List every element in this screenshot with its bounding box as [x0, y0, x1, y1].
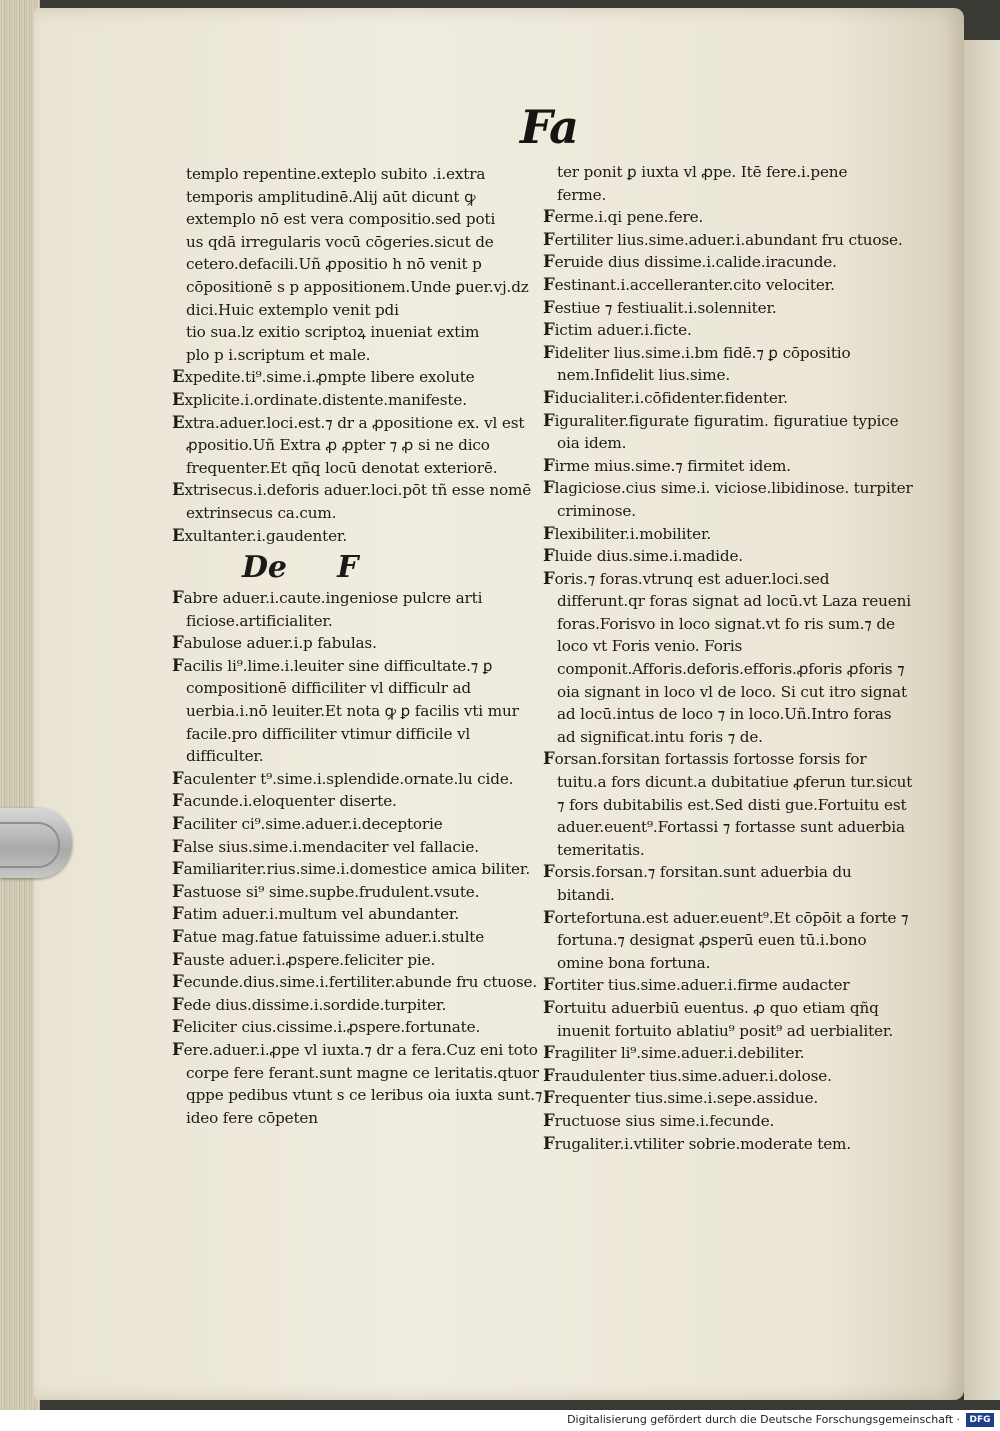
entry-initial: F [543, 997, 555, 1017]
text-line: templo repentine.exteplo subito .i.extra [186, 165, 486, 183]
entry-text: xtrisecus.i.deforis aduer.loci.pōt tñ esse nomē extrinsecus ca.cum. [184, 481, 532, 522]
right-column [543, 161, 913, 1155]
dictionary-entry [543, 523, 913, 546]
entry-initial: F [172, 655, 184, 675]
dictionary-entry [172, 1039, 544, 1129]
dictionary-entry [172, 479, 544, 524]
entry-initial: F [172, 927, 184, 946]
dictionary-entry [172, 881, 544, 904]
entry-text: irme mius.sime.⁊ firmitet idem. [554, 456, 791, 475]
entry-text: xpedite.ti⁹.sime.i.ꝓmpte libere exolute [184, 368, 475, 387]
entry-text: oris.⁊ foras.vtrunq est aduer.loci.sed differunt.qr foras signat ad locū.vt Laza reueni foras.Forisvo in loco signat.vt fo ris sum.⁊ de loco vt Foris venio. Foris componit.Afforis.deforis.efforis.ꝓforis ꝓforis ⁊ oia signant in loco vl de loco. Si cut itro signat ad locū.intus de loco ⁊ in loco.Uñ.Intro foras ad significat.intu foris ⁊ de. [554, 569, 911, 746]
dictionary-entry [172, 655, 544, 768]
entry-initial: F [543, 975, 555, 995]
text-line: ferme. [557, 185, 607, 204]
footer-credit: Digitalisierung gefördert durch die Deutsche Forschungsgemeinschaft · [567, 1413, 960, 1426]
section-heading: De F [242, 550, 359, 586]
entry-text: eruide dius dissime.i.calide.iracunde. [554, 253, 837, 272]
entry-text: ecunde.dius.sime.i.fertiliter.abunde fru ctuose. [183, 973, 538, 992]
entry-text: estinant.i.accelleranter.cito velociter. [554, 275, 835, 294]
dictionary-entry [543, 297, 913, 320]
entry-initial: F [172, 814, 184, 834]
right-entries-f [543, 206, 913, 1155]
entry-text: alse sius.sime.i.mendaciter vel fallacie. [183, 837, 479, 856]
entry-initial: F [543, 1110, 555, 1130]
next-page-edge [964, 40, 1000, 1400]
dictionary-entry [543, 229, 913, 252]
dictionary-entry [543, 1065, 913, 1088]
dictionary-entry [543, 206, 913, 229]
text-line: cetero.defacili.Uñ ꝓpositio h nō venit p [186, 255, 482, 274]
entry-initial: F [543, 229, 555, 249]
dictionary-entry [172, 632, 544, 655]
dictionary-entry [172, 587, 544, 632]
dictionary-entry [172, 994, 544, 1017]
entry-initial: F [543, 252, 555, 272]
text-line: ter ponit ꝑ iuxta vl ꝓpe. Itē fere.i.pene [557, 163, 848, 181]
entry-text: ede dius.dissime.i.sordide.turpiter. [183, 995, 447, 1014]
dictionary-entry [543, 997, 913, 1042]
entry-text: atim aduer.i.multum vel abundanter. [183, 905, 460, 924]
entry-initial: F [172, 791, 184, 811]
dictionary-entry [172, 525, 544, 548]
entry-initial: F [172, 881, 184, 901]
entry-text: estiue ⁊ festiualit.i.solenniter. [554, 298, 777, 317]
entry-initial: F [172, 836, 184, 856]
entry-text: rugaliter.i.vtiliter sobrie.moderate tem. [554, 1134, 851, 1153]
dictionary-entry [543, 410, 913, 455]
entry-text: lexibiliter.i.mobiliter. [554, 524, 712, 543]
entry-text: orsis.forsan.⁊ forsitan.sunt aduerbia du bitandi. [554, 863, 852, 904]
entry-initial: F [543, 749, 555, 769]
entry-text: aciliter ci⁹.sime.aduer.i.deceptorie [183, 815, 443, 834]
entry-initial: F [543, 523, 555, 543]
entry-initial: F [543, 568, 555, 588]
entry-text: ortefortuna.est aduer.euent⁹.Et cōpōit a forte ⁊ fortuna.⁊ designat ꝓsperū euen tū.i.bono omine bona fortuna. [554, 908, 909, 972]
entry-text: iducialiter.i.cōfidenter.fidenter. [554, 388, 788, 407]
entry-initial: F [172, 588, 184, 608]
entry-text: acunde.i.eloquenter diserte. [183, 792, 397, 811]
text-line: tio sua.lz exitio scriptoꝝ inueniat extim [186, 323, 480, 342]
dictionary-entry [172, 1016, 544, 1039]
entry-initial: F [543, 297, 555, 317]
entry-text: lagiciose.cius sime.i. viciose.libidinose. turpiter criminose. [554, 479, 913, 520]
dictionary-entry [543, 319, 913, 342]
entry-initial: F [543, 862, 555, 882]
dictionary-entry [543, 342, 913, 387]
entry-text: ertiliter lius.sime.aduer.i.abundant fru ctuose. [554, 230, 903, 249]
entry-initial: F [543, 207, 555, 227]
dictionary-entry [543, 251, 913, 274]
entry-initial: E [172, 389, 185, 409]
dictionary-entry [172, 926, 544, 949]
dictionary-entry [172, 971, 544, 994]
text-line: temporis amplitudinē.Alij aūt dicunt ꝙ [186, 187, 476, 206]
entry-text: orsan.forsitan fortassis fortosse forsis for tuitu.a fors dicunt.a dubitatiue ꝓferun tur.sicut ⁊ fors dubitabilis est.Sed disti gue.Fortuitu est aduer.euent⁹.Fortassi ⁊ fortasse sunt aduerbia temeritatis. [554, 750, 913, 859]
entry-text: amiliariter.rius.sime.i.domestice amica biliter. [183, 860, 530, 879]
dictionary-entry [543, 974, 913, 997]
dictionary-entry [172, 768, 544, 791]
entry-initial: F [543, 455, 555, 475]
entry-text: xultanter.i.gaudenter. [184, 526, 348, 545]
left-column [172, 163, 544, 1129]
entry-text: atue mag.fatue fatuissime aduer.i.stulte [183, 928, 485, 946]
entry-text: ideliter lius.sime.i.bm fidē.⁊ ꝑ cōpositio nem.Infidelit lius.sime. [554, 343, 851, 385]
entry-text: auste aduer.i.ꝓspere.feliciter pie. [183, 950, 436, 969]
dictionary-entry [172, 366, 544, 389]
entry-text: erme.i.qi pene.fere. [554, 208, 704, 227]
entry-text: aculenter t⁹.sime.i.splendide.ornate.lu cide. [183, 769, 514, 788]
entry-initial: F [172, 1039, 184, 1059]
dictionary-entry [543, 1110, 913, 1133]
entry-initial: F [543, 320, 555, 340]
entry-text: requenter tius.sime.i.sepe.assidue. [554, 1089, 819, 1108]
entry-text: abulose aduer.i.p fabulas. [183, 634, 377, 653]
entry-initial: F [543, 1133, 555, 1153]
entry-initial: E [172, 367, 185, 387]
entry-initial: F [543, 546, 555, 566]
dictionary-entry [172, 389, 544, 412]
entry-initial: F [543, 478, 555, 498]
dictionary-entry [172, 836, 544, 859]
dictionary-entry [543, 568, 913, 749]
dictionary-entry [543, 387, 913, 410]
entry-text: ere.aduer.i.ꝓpe vl iuxta.⁊ dr a fera.Cuz eni toto corpe fere ferant.sunt magne ce leritatis.qtuor qppe pedibus vtunt s ce leribus oia iuxta sunt.⁊ ideo fere cōpeten [183, 1040, 543, 1127]
dictionary-entry [172, 949, 544, 972]
entry-text: ortiter tius.sime.aduer.i.firme audacter [554, 976, 850, 995]
entry-initial: F [172, 1017, 184, 1037]
dictionary-entry [543, 1133, 913, 1156]
dictionary-entry [543, 1042, 913, 1065]
entry-text: acilis li⁹.lime.i.leuiter sine difficultate.⁊ ꝑ compositionē difficiliter vl difficulr ad uerbia.i.nō leuiter.Et nota ꝙ ꝑ facilis vti mur facile.pro difficiliter vtimur difficile vl difficulter. [183, 656, 519, 766]
entry-initial: F [543, 342, 555, 362]
footer-bar [0, 1410, 1000, 1431]
text-line: us qdā irregularis vocū cōgeries.sicut de [186, 232, 494, 251]
dictionary-entry [543, 455, 913, 478]
entry-text: ictim aduer.i.ficte. [554, 321, 692, 340]
entry-text: ragiliter li⁹.sime.aduer.i.debiliter. [554, 1044, 805, 1063]
dictionary-entry [172, 790, 544, 813]
dictionary-entry [543, 907, 913, 975]
entry-initial: F [172, 904, 184, 924]
entry-initial: F [172, 859, 184, 879]
entry-initial: F [172, 633, 184, 653]
entry-initial: F [172, 994, 184, 1014]
entry-text: luide dius.sime.i.madide. [554, 547, 743, 566]
dictionary-entry [172, 903, 544, 926]
dictionary-entry [172, 412, 544, 480]
text-line: cōpositionē s p appositionem.Unde ꝑuer.vj.dz dici.Huic extemplo venit pdi [186, 277, 529, 319]
left-entries-e [172, 366, 544, 547]
entry-initial: F [543, 1088, 555, 1108]
page-clip-wire [0, 822, 60, 868]
left-column-lines [172, 163, 544, 366]
entry-initial: F [543, 387, 555, 407]
entry-text: xplicite.i.ordinate.distente.manifeste. [184, 390, 467, 409]
entry-initial: F [172, 949, 184, 969]
entry-initial: E [172, 525, 185, 545]
entry-initial: F [543, 410, 555, 430]
dictionary-entry [172, 813, 544, 836]
entry-initial: F [543, 1043, 555, 1063]
dictionary-entry [543, 1087, 913, 1110]
text-line: plo p i.scriptum et male. [186, 345, 371, 364]
entry-text: iguraliter.figurate figuratim. figuratiue typice oia idem. [554, 411, 899, 453]
entry-initial: F [543, 274, 555, 294]
text-line: extemplo nō est vera compositio.sed poti [186, 210, 496, 229]
dfg-logo: DFG [966, 1413, 994, 1427]
right-column-lines [543, 161, 913, 206]
entry-text: astuose si⁹ sime.supbe.frudulent.vsute. [183, 882, 480, 901]
dictionary-entry [172, 858, 544, 881]
dictionary-entry [543, 861, 913, 906]
entry-initial: E [172, 412, 185, 432]
entry-initial: F [172, 768, 184, 788]
dictionary-entry [543, 545, 913, 568]
entry-text: raudulenter tius.sime.aduer.i.dolose. [554, 1066, 832, 1085]
entry-initial: F [543, 1065, 555, 1085]
entry-initial: F [543, 907, 555, 927]
dictionary-entry [543, 274, 913, 297]
page-header: Fa [520, 100, 578, 154]
entry-text: abre aduer.i.caute.ingeniose pulcre arti ficiose.artificialiter. [183, 589, 483, 630]
entry-text: ortuitu aduerbiū euentus. ꝓ quo etiam qñq inuenit fortuito ablatiu⁹ posit⁹ ad uerbialiter. [554, 998, 893, 1040]
entry-text: eliciter cius.cissime.i.ꝓspere.fortunate. [183, 1018, 481, 1037]
entry-text: ructuose sius sime.i.fecunde. [554, 1111, 775, 1130]
dictionary-entry [543, 477, 913, 522]
dictionary-entry [543, 748, 913, 861]
entry-initial: F [172, 972, 184, 992]
entry-initial: E [172, 480, 185, 500]
left-entries-f [172, 587, 544, 1129]
entry-text: xtra.aduer.loci.est.⁊ dr a ꝓpositione ex. vl est ꝓpositio.Uñ Extra ꝓ ꝓpter ⁊ ꝓ si ne dico frequenter.Et qñq locū denotat exteriorē. [184, 413, 525, 477]
